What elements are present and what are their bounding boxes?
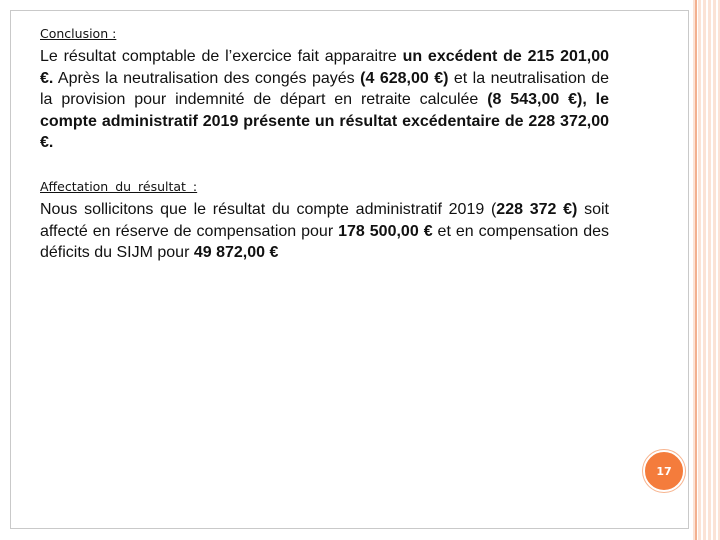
conclusion-text-2: Après la neutralisation des congés payés: [53, 69, 361, 87]
conclusion-heading: Conclusion :: [40, 26, 117, 41]
conclusion-excedent-amount: un excédent de 215 201,00 €.: [40, 48, 610, 87]
affectation-total-amount: 228 372 €): [496, 201, 578, 218]
affectation-paragraph: [40, 199, 609, 264]
reserve-compensation-amount: 178 500,00 €: [338, 222, 433, 240]
affectation-heading: Affectation du résultat :: [40, 179, 198, 194]
conclusion-resultat-excedentaire: (8 543,00 €), le compte administratif 2019 présente un résultat excédentaire de 228 372,00 €.: [40, 91, 610, 151]
conclusion-text-1: Le résultat comptable de l’exercice fait apparaitre: [40, 48, 403, 65]
deficits-sijm-amount: 49 872,00 €: [193, 244, 279, 261]
conclusion-text-3: et la neutralisation de la provision pour indemnité de départ en retraite calculée: [40, 69, 610, 108]
conges-payes-amount: (4 628,00 €): [360, 69, 449, 87]
affectation-text-2: soit affecté en réserve de compensation pour: [40, 201, 609, 240]
page-number-badge: 17: [643, 450, 685, 492]
affectation-text-3: et en compensation des déficits du SIJM pour: [40, 222, 610, 261]
conclusion-paragraph: [40, 46, 609, 154]
decorative-side-stripes: [693, 0, 720, 540]
affectation-text-1: Nous sollicitons que le résultat du compte administratif 2019 (: [40, 201, 497, 218]
